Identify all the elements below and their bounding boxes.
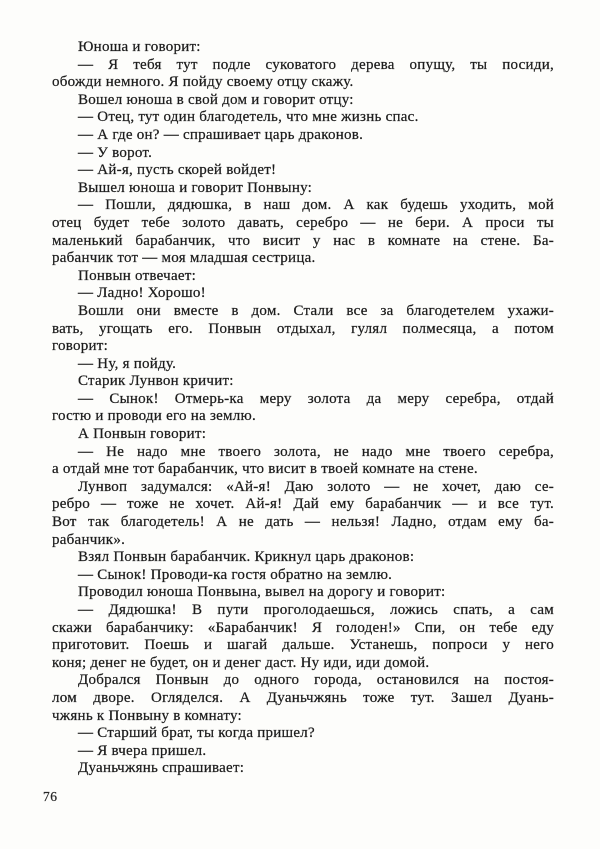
text-line: — Я вчера пришел. <box>78 742 207 759</box>
text-line: — Ладно! Хорошо! <box>78 285 206 302</box>
text-line: А Понвын говорит: <box>78 426 207 443</box>
page-text <box>52 39 554 778</box>
text-line: — Ну, я пойду. <box>78 355 177 372</box>
text-line: Вошел юноша в свой дом и говорит отцу: <box>78 91 354 108</box>
text-line: — А где он? — спрашивает царь драконов. <box>78 126 364 143</box>
text-line: Взял Понвын барабанчик. Крикнул царь драконов: <box>78 549 415 566</box>
text-line: скажи барабанчику: «Барабанчик! Я голоден!» Спи, он тебе еду <box>52 619 554 636</box>
text-line: — Сынок! Отмерь-ка меру золота да меру серебра, отдай <box>78 390 554 407</box>
text-line: рабанчик». <box>52 531 126 548</box>
text-line: рабанчик тот — моя младшая сестрица. <box>52 250 316 267</box>
text-line: обожди немного. Я пойду своему отцу скажу. <box>52 74 354 91</box>
text-line: Добрался Понвын до одного города, остановился на постоя- <box>78 672 554 689</box>
text-line: а отдай мне тот барабанчик, что висит в твоей комнате на стене. <box>52 461 478 478</box>
text-line: Вошли они вместе в дом. Стали все за благодетелем ухажи- <box>78 302 554 319</box>
text-line: — У ворот. <box>78 144 153 161</box>
text-line: гостю и проводи его на землю. <box>52 408 256 425</box>
text-line: вать, угощать его. Понвын отдыхал, гулял полмесяца, а потом <box>52 320 554 337</box>
text-line: лом дворе. Огляделся. А Дуаньчжянь тоже тут. Зашел Дуань- <box>52 689 554 706</box>
text-line: чжянь к Понвыну в комнату: <box>52 707 242 724</box>
text-line: Проводил юноша Понвына, вывел на дорогу и говорит: <box>78 584 446 601</box>
text-line: Вот так благодетель! А не дать — нельзя! Ладно, отдам ему ба- <box>52 514 554 531</box>
text-line: отец будет тебе золото давать, серебро — не бери. А проси ты <box>52 214 554 231</box>
text-line: приготовит. Поешь и шагай дальше. Устанешь, попроси у него <box>52 637 554 654</box>
text-line: — Дядюшка! В пути проголодаешься, ложись спать, а сам <box>78 602 554 618</box>
text-line: — Пошли, дядюшка, в наш дом. А как будешь уходить, мой <box>78 197 554 214</box>
text-line: — Старший брат, ты когда пришел? <box>78 725 315 742</box>
text-line: — Отец, тут один благодетель, что мне жизнь спас. <box>78 109 419 126</box>
text-line: — Ай-я, пусть скорей войдет! <box>78 162 277 179</box>
text-line: маленький барабанчик, что висит у нас в комнате на стене. Ба- <box>52 232 554 249</box>
text-line: Лунвоп задумался: «Ай-я! Даю золото — не хочет, даю се- <box>78 478 554 495</box>
page-number: 76 <box>43 789 58 804</box>
text-line: — Не надо мне твоего золота, не надо мне твоего серебра, <box>78 443 554 460</box>
text-line: ребро — тоже не хочет. Ай-я! Дай ему барабанчик — и все тут. <box>52 496 554 513</box>
text-line: Дуаньчжянь спрашивает: <box>78 760 245 777</box>
text-line: — Я тебя тут подле суковатого дерева опущу, ты посиди, <box>78 56 554 73</box>
text-line: Понвын отвечает: <box>78 267 197 284</box>
text-line: Юноша и говорит: <box>78 39 201 55</box>
text-line: говорит: <box>52 338 109 355</box>
text-line: Вышел юноша и говорит Понвыну: <box>78 179 313 196</box>
text-line: коня; денег не будет, он и денег даст. Ну иди, иди домой. <box>52 654 430 671</box>
text-line: — Сынок! Проводи-ка гостя обратно на землю. <box>78 566 393 583</box>
text-line: Старик Лунвон кричит: <box>78 373 234 390</box>
